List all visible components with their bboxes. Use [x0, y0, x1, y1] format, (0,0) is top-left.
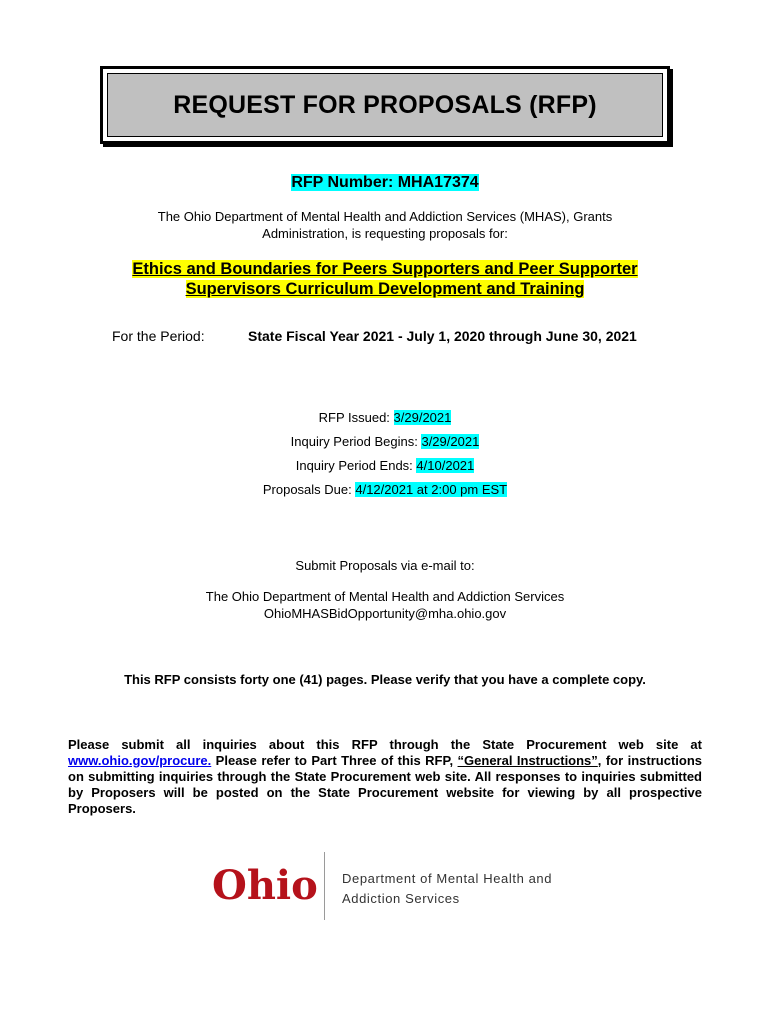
title-box-inner [107, 73, 663, 137]
rfp-title [80, 259, 690, 299]
date-label: RFP Issued: [318, 410, 394, 425]
inquiries-paragraph [68, 737, 702, 817]
rfp-number [0, 174, 770, 192]
inquiries-text-2: Please refer to Part Three of this RFP, [211, 753, 458, 768]
intro-line-1: The Ohio Department of Mental Health and Addiction Services (MHAS), Grants [157, 209, 613, 224]
key-dates [0, 406, 770, 502]
inquiries-text-1: Please submit all inquiries about this RFP through the State Procurement web site at [68, 737, 702, 752]
logo-dept-line-1: Department of Mental Health and [342, 871, 553, 886]
submission-org: The Ohio Department of Mental Health and Addiction Services [205, 589, 565, 604]
rfp-title-line-1: Ethics and Boundaries for Peers Supporters and Peer Supporter [132, 260, 638, 278]
ohio-wordmark: Ohio [212, 862, 318, 909]
intro-paragraph [110, 208, 660, 242]
date-value: 3/29/2021 [421, 434, 480, 449]
date-value: 4/10/2021 [416, 458, 475, 473]
date-row-proposals-due [0, 478, 770, 502]
date-row-inquiry-begins [0, 430, 770, 454]
date-value: 4/12/2021 at 2:00 pm EST [355, 482, 508, 497]
rfp-number-text: RFP Number: MHA17374 [291, 174, 479, 191]
date-label: Inquiry Period Begins: [290, 434, 422, 449]
ohio-mhas-logo [212, 852, 572, 920]
procurement-link[interactable]: www.ohio.gov/procure. [68, 753, 212, 768]
date-value: 3/29/2021 [393, 410, 452, 425]
date-row-rfp-issued [0, 406, 770, 430]
logo-dept-line-2: Addiction Services [342, 891, 460, 906]
intro-line-2: Administration, is requesting proposals for: [262, 226, 508, 241]
date-label: Inquiry Period Ends: [295, 458, 417, 473]
submission-email[interactable]: OhioMHASBidOpportunity@mha.ohio.gov [263, 606, 507, 621]
submission-contact [0, 588, 770, 622]
period-value: State Fiscal Year 2021 - July 1, 2020 through June 30, 2021 [248, 328, 637, 344]
submit-heading: Submit Proposals via e-mail to: [295, 558, 475, 573]
inquiries-text-3: , for instructions on submitting inquiries through the State Procurement web site. All responses to inquiries submitted by Proposers will be posted on the State Procurement website for viewing by all prospective Proposers. [68, 753, 702, 816]
page-count-note: This RFP consists forty one (41) pages. Please verify that you have a complete copy. [124, 672, 646, 687]
logo-divider [324, 852, 325, 920]
rfp-title-line-2: Supervisors Curriculum Development and Training [185, 280, 585, 298]
logo-department-name [342, 869, 552, 909]
title-box [100, 66, 670, 144]
page-title: REQUEST FOR PROPOSALS (RFP) [173, 90, 597, 119]
period-label: For the Period: [112, 328, 205, 344]
date-row-inquiry-ends [0, 454, 770, 478]
general-instructions-ref: “General Instructions” [457, 753, 598, 768]
date-label: Proposals Due: [262, 482, 356, 497]
